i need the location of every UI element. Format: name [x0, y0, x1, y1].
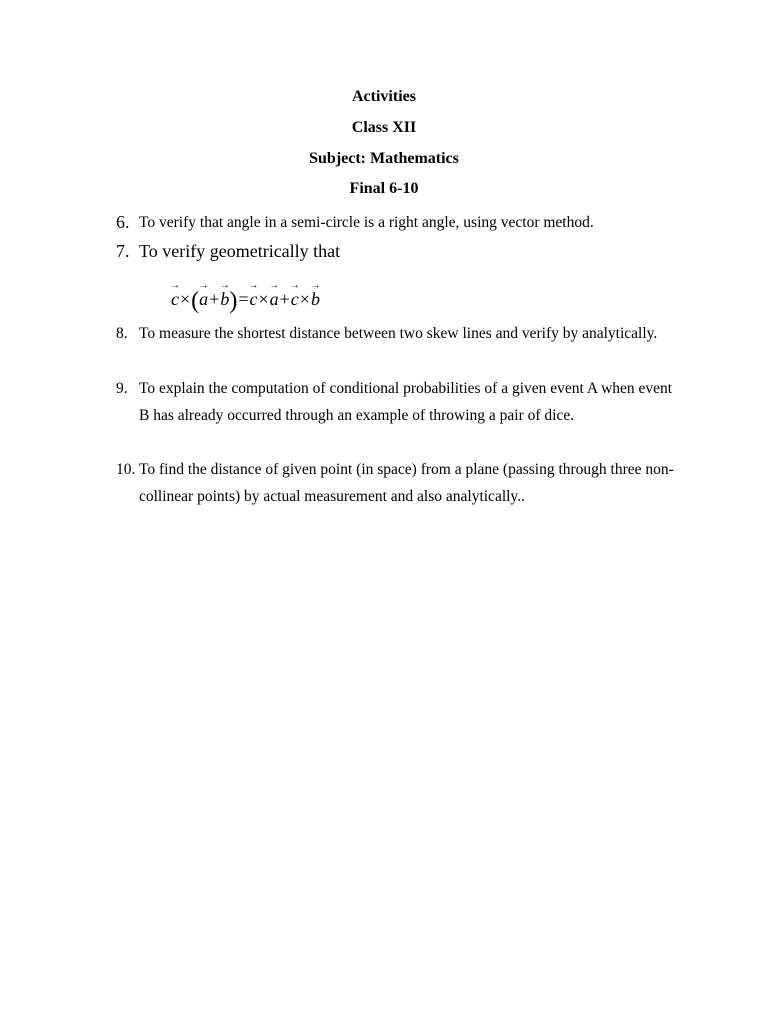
vector-c: → c — [249, 289, 257, 310]
plus-symbol: + — [279, 289, 290, 309]
vector-formula — [171, 288, 320, 315]
activity-item-10 — [116, 456, 676, 510]
item-text: To measure the shortest distance between two skew lines and verify by analytically. — [139, 325, 658, 342]
item-text: To verify that angle in a semi-circle is a right angle, using vector method. — [139, 214, 594, 231]
item-number: 10. — [116, 461, 136, 478]
activity-item-8 — [116, 320, 676, 347]
vector-a: → a — [270, 289, 279, 310]
item-number: 6. — [116, 212, 130, 232]
cross-symbol: × — [258, 289, 269, 309]
heading-class: Class XII — [351, 119, 417, 136]
vector-b: → b — [311, 289, 320, 310]
item-text: To explain the computation of conditional probabilities of a given event A when event B has already occurred through an example of throwing a pair of dice. — [139, 380, 673, 424]
cross-symbol: × — [299, 289, 310, 309]
plus-symbol: + — [209, 289, 220, 309]
vector-c: → c — [171, 289, 179, 310]
item-text: To verify geometrically that — [139, 241, 341, 261]
vector-b: → b — [220, 289, 229, 310]
left-paren: ( — [191, 288, 200, 314]
activity-item-6 — [116, 209, 676, 236]
item-number: 7. — [116, 241, 130, 261]
vector-a: → a — [199, 289, 208, 310]
heading-activities: Activities — [352, 88, 416, 105]
item-text: To find the distance of given point (in space) from a plane (passing through three non-collinear points) by actual measurement and also analytically.. — [139, 461, 674, 505]
activity-item-9 — [116, 375, 676, 429]
equals-symbol: = — [238, 289, 249, 309]
right-paren: ) — [229, 288, 238, 314]
cross-symbol: × — [180, 289, 191, 309]
item-number: 8. — [116, 325, 128, 342]
activity-item-7 — [116, 238, 676, 265]
heading-range: Final 6-10 — [349, 180, 419, 197]
item-number: 9. — [116, 380, 128, 397]
vector-c: → c — [291, 289, 299, 310]
heading-subject: Subject: Mathematics — [309, 150, 459, 167]
